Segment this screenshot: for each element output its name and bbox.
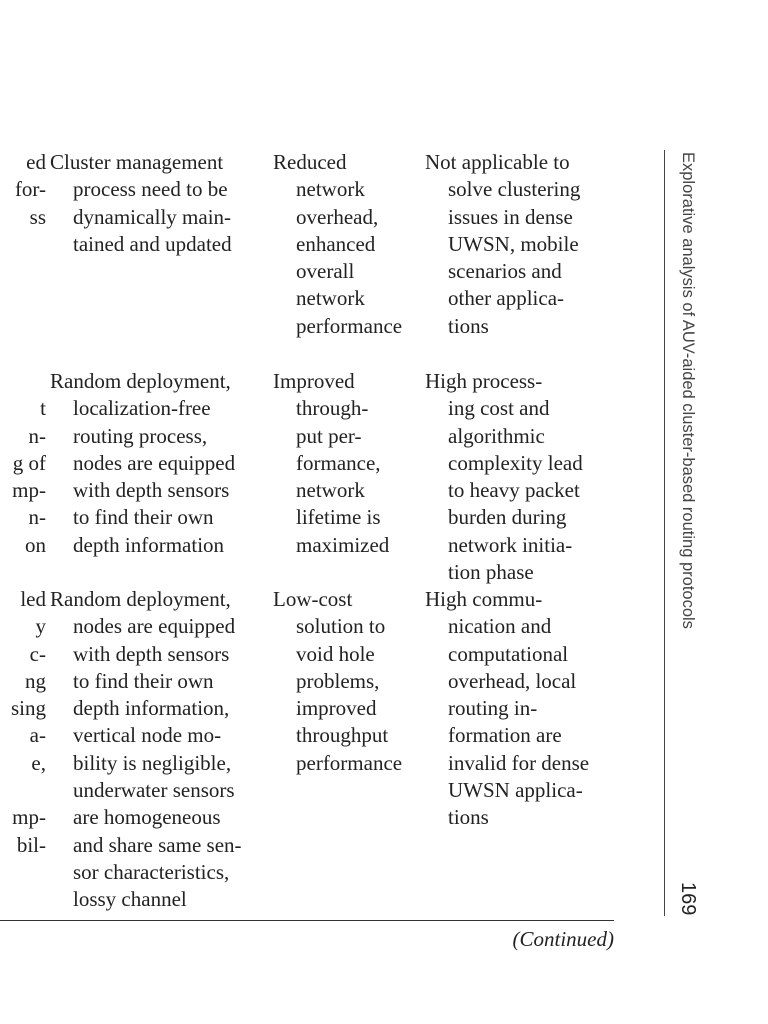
- advantages-line: performance: [296, 313, 403, 338]
- page-number: 169: [677, 882, 699, 916]
- assumptions-line: and share same sen-: [73, 832, 242, 857]
- running-head-title: Explorative analysis of AUV-aided cluster-based routing protocols: [679, 152, 697, 629]
- assumptions-cell-row-3: [50, 586, 242, 914]
- clipped-line: ss: [29, 204, 46, 229]
- advantages-line: maximized: [296, 532, 390, 557]
- table-bottom-rule: [0, 920, 614, 921]
- limitations-line: tion phase: [448, 560, 534, 585]
- advantages-line: performance: [296, 750, 403, 775]
- advantages-line: improved: [296, 696, 377, 721]
- limitations-line: formation are: [448, 723, 562, 748]
- clipped-line: [0, 231, 46, 258]
- clipped-line: [0, 777, 46, 804]
- limitations-line: other applica-: [448, 286, 565, 311]
- limitations-line: overhead, local: [448, 668, 577, 693]
- advantages-cell-row-1: [273, 149, 402, 340]
- advantages-line: problems,: [296, 668, 380, 693]
- clipped-line: e,: [31, 750, 46, 775]
- clipped-line: c-: [29, 641, 46, 666]
- advantages-line: overall: [296, 259, 355, 284]
- assumptions-line: underwater sensors: [73, 778, 235, 803]
- clipped-column-row-1: [0, 149, 46, 340]
- advantages-line: throughput: [296, 723, 389, 748]
- limitations-line: tions: [448, 805, 489, 830]
- advantages-cell-row-2: [273, 368, 389, 559]
- assumptions-line: with depth sensors: [73, 641, 230, 666]
- assumptions-line: lossy channel: [73, 887, 187, 912]
- limitations-line: High commu-: [425, 587, 543, 611]
- clipped-line: led: [20, 587, 46, 611]
- clipped-line: mp-: [12, 805, 46, 830]
- running-head-rule: [664, 150, 665, 916]
- assumptions-line: Cluster management: [50, 150, 224, 174]
- clipped-column-row-2: [0, 368, 46, 559]
- assumptions-line: are homogeneous: [73, 805, 221, 830]
- clipped-line: [0, 368, 46, 395]
- assumptions-line: depth information: [73, 532, 225, 557]
- assumptions-line: process need to be: [73, 177, 228, 202]
- limitations-line: routing in-: [448, 696, 538, 721]
- assumptions-line: sor characteristics,: [73, 859, 230, 884]
- clipped-line: [0, 258, 46, 285]
- continued-label: (Continued): [512, 927, 614, 951]
- limitations-line: algorithmic: [448, 423, 545, 448]
- advantages-line: Reduced: [273, 150, 347, 174]
- limitations-line: solve clustering: [448, 177, 581, 202]
- clipped-line: [0, 285, 46, 312]
- limitations-line: burden during: [448, 505, 567, 530]
- clipped-line: y: [35, 614, 46, 639]
- advantages-cell-row-3: [273, 586, 402, 777]
- assumptions-line: routing process,: [73, 423, 208, 448]
- limitations-line: UWSN applica-: [448, 778, 583, 803]
- limitations-cell-row-3: [425, 586, 589, 832]
- advantages-line: put per-: [296, 423, 362, 448]
- limitations-line: UWSN, mobile: [448, 231, 579, 256]
- advantages-line: network: [296, 177, 365, 202]
- clipped-line: mp-: [12, 478, 46, 503]
- advantages-line: overhead,: [296, 204, 379, 229]
- assumptions-line: Random deployment,: [50, 369, 231, 393]
- limitations-line: issues in dense: [448, 204, 573, 229]
- clipped-line: for-: [14, 177, 46, 202]
- clipped-column-row-3: [0, 586, 46, 859]
- clipped-line: n-: [28, 505, 46, 530]
- assumptions-line: localization-free: [73, 396, 211, 421]
- advantages-line: Improved: [273, 369, 355, 393]
- assumptions-line: depth information,: [73, 696, 230, 721]
- assumptions-cell-row-2: [50, 368, 235, 559]
- clipped-line: bil-: [16, 832, 46, 857]
- advantages-line: enhanced: [296, 231, 376, 256]
- limitations-line: nication and: [448, 614, 552, 639]
- clipped-line: a-: [29, 723, 46, 748]
- limitations-line: computational: [448, 641, 569, 666]
- assumptions-line: tained and updated: [73, 231, 232, 256]
- assumptions-line: nodes are equipped: [73, 450, 236, 475]
- advantages-line: Low-cost: [273, 587, 353, 611]
- limitations-line: complexity lead: [448, 450, 583, 475]
- clipped-line: g of: [12, 450, 46, 475]
- advantages-line: lifetime is: [296, 505, 381, 530]
- clipped-line: t: [40, 396, 46, 421]
- limitations-line: High process-: [425, 369, 543, 393]
- limitations-line: network initia-: [448, 532, 573, 557]
- assumptions-line: to find their own: [73, 668, 214, 693]
- assumptions-line: with depth sensors: [73, 478, 230, 503]
- clipped-line: on: [25, 532, 46, 557]
- limitations-line: scenarios and: [448, 259, 562, 284]
- limitations-line: to heavy packet: [448, 478, 580, 503]
- limitations-cell-row-2: [425, 368, 583, 586]
- limitations-cell-row-1: [425, 149, 580, 340]
- limitations-line: invalid for dense: [448, 750, 590, 775]
- assumptions-line: vertical node mo-: [73, 723, 222, 748]
- clipped-line: n-: [28, 423, 46, 448]
- clipped-line: [0, 313, 46, 340]
- clipped-line: ed: [26, 150, 46, 174]
- advantages-line: network: [296, 286, 365, 311]
- limitations-line: ing cost and: [448, 396, 550, 421]
- clipped-line: sing: [10, 696, 46, 721]
- clipped-line: ng: [25, 668, 46, 693]
- advantages-line: void hole: [296, 641, 375, 666]
- limitations-line: Not applicable to: [425, 150, 570, 174]
- running-head: [677, 152, 699, 916]
- assumptions-line: dynamically main-: [73, 204, 232, 229]
- assumptions-line: bility is negligible,: [73, 750, 232, 775]
- advantages-line: formance,: [296, 450, 381, 475]
- assumptions-line: Random deployment,: [50, 587, 231, 611]
- advantages-line: network: [296, 478, 365, 503]
- advantages-line: solution to: [296, 614, 386, 639]
- assumptions-line: to find their own: [73, 505, 214, 530]
- advantages-line: through-: [296, 396, 369, 421]
- assumptions-line: nodes are equipped: [73, 614, 236, 639]
- limitations-line: tions: [448, 313, 489, 338]
- assumptions-cell-row-1: [50, 149, 232, 258]
